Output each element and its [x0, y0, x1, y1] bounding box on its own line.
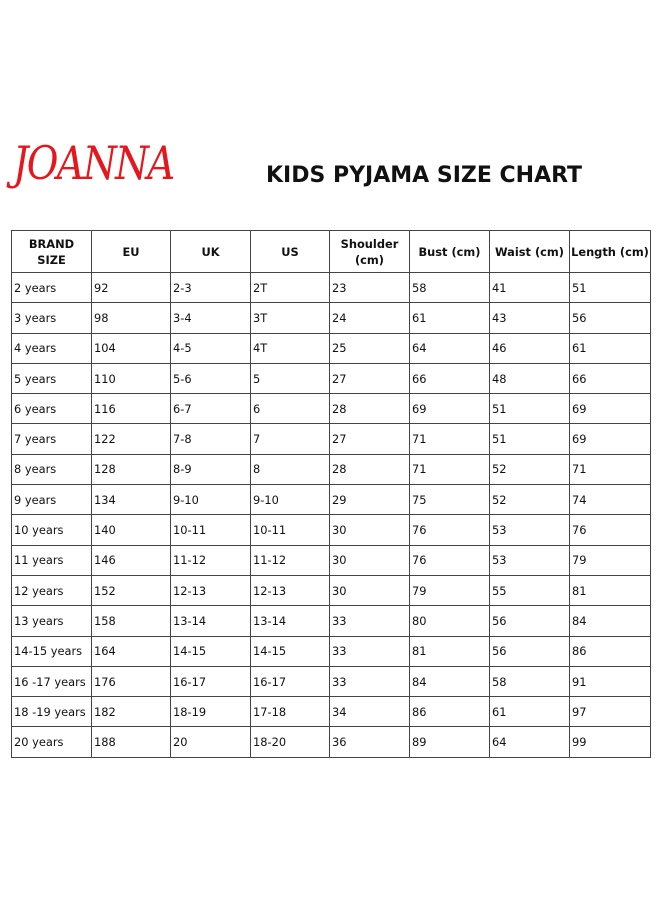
- table-header-row: [12, 231, 651, 273]
- cell-eu: 134: [92, 485, 171, 515]
- cell-shoulder: 28: [330, 454, 410, 484]
- cell-brand-size: 12 years: [12, 575, 92, 605]
- cell-shoulder: 33: [330, 666, 410, 696]
- table-row: [12, 606, 651, 636]
- cell-bust: 76: [410, 515, 490, 545]
- cell-us: 16-17: [251, 666, 330, 696]
- cell-waist: 48: [490, 363, 570, 393]
- cell-bust: 66: [410, 363, 490, 393]
- cell-uk: 13-14: [171, 606, 251, 636]
- brand-logo: JOANNA: [13, 136, 174, 190]
- cell-shoulder: 36: [330, 727, 410, 757]
- cell-us: 6: [251, 394, 330, 424]
- cell-brand-size: 20 years: [12, 727, 92, 757]
- table-row: [12, 485, 651, 515]
- cell-length: 69: [570, 424, 651, 454]
- table-row: [12, 394, 651, 424]
- cell-waist: 52: [490, 485, 570, 515]
- cell-bust: 61: [410, 303, 490, 333]
- cell-uk: 12-13: [171, 575, 251, 605]
- cell-us: 13-14: [251, 606, 330, 636]
- size-chart-table: [11, 230, 651, 758]
- cell-length: 56: [570, 303, 651, 333]
- cell-length: 91: [570, 666, 651, 696]
- cell-length: 81: [570, 575, 651, 605]
- cell-us: 11-12: [251, 545, 330, 575]
- cell-uk: 2-3: [171, 273, 251, 303]
- cell-eu: 110: [92, 363, 171, 393]
- cell-brand-size: 3 years: [12, 303, 92, 333]
- cell-uk: 18-19: [171, 697, 251, 727]
- cell-waist: 53: [490, 545, 570, 575]
- cell-waist: 52: [490, 454, 570, 484]
- cell-length: 71: [570, 454, 651, 484]
- cell-brand-size: 8 years: [12, 454, 92, 484]
- cell-brand-size: 18 -19 years: [12, 697, 92, 727]
- cell-bust: 89: [410, 727, 490, 757]
- cell-bust: 86: [410, 697, 490, 727]
- cell-waist: 58: [490, 666, 570, 696]
- cell-shoulder: 29: [330, 485, 410, 515]
- cell-bust: 69: [410, 394, 490, 424]
- cell-brand-size: 13 years: [12, 606, 92, 636]
- cell-us: 17-18: [251, 697, 330, 727]
- cell-shoulder: 34: [330, 697, 410, 727]
- cell-length: 97: [570, 697, 651, 727]
- cell-shoulder: 27: [330, 363, 410, 393]
- table-row: [12, 545, 651, 575]
- cell-bust: 81: [410, 636, 490, 666]
- cell-brand-size: 7 years: [12, 424, 92, 454]
- table-row: [12, 303, 651, 333]
- cell-length: 74: [570, 485, 651, 515]
- cell-brand-size: 11 years: [12, 545, 92, 575]
- cell-us: 5: [251, 363, 330, 393]
- header-waist: Waist (cm): [490, 231, 570, 273]
- cell-shoulder: 23: [330, 273, 410, 303]
- table-row: [12, 727, 651, 757]
- cell-eu: 182: [92, 697, 171, 727]
- cell-uk: 3-4: [171, 303, 251, 333]
- table-row: [12, 424, 651, 454]
- cell-waist: 53: [490, 515, 570, 545]
- cell-shoulder: 25: [330, 333, 410, 363]
- cell-uk: 16-17: [171, 666, 251, 696]
- cell-us: 8: [251, 454, 330, 484]
- cell-brand-size: 4 years: [12, 333, 92, 363]
- cell-us: 10-11: [251, 515, 330, 545]
- table-row: [12, 575, 651, 605]
- cell-eu: 92: [92, 273, 171, 303]
- cell-bust: 79: [410, 575, 490, 605]
- cell-bust: 75: [410, 485, 490, 515]
- cell-eu: 146: [92, 545, 171, 575]
- cell-bust: 84: [410, 666, 490, 696]
- cell-length: 69: [570, 394, 651, 424]
- cell-eu: 152: [92, 575, 171, 605]
- cell-brand-size: 16 -17 years: [12, 666, 92, 696]
- cell-bust: 76: [410, 545, 490, 575]
- cell-us: 9-10: [251, 485, 330, 515]
- cell-shoulder: 27: [330, 424, 410, 454]
- cell-us: 12-13: [251, 575, 330, 605]
- table-row: [12, 666, 651, 696]
- cell-shoulder: 28: [330, 394, 410, 424]
- cell-shoulder: 33: [330, 606, 410, 636]
- cell-length: 76: [570, 515, 651, 545]
- cell-waist: 46: [490, 333, 570, 363]
- cell-uk: 7-8: [171, 424, 251, 454]
- cell-uk: 5-6: [171, 363, 251, 393]
- cell-shoulder: 33: [330, 636, 410, 666]
- cell-uk: 6-7: [171, 394, 251, 424]
- cell-uk: 11-12: [171, 545, 251, 575]
- cell-us: 7: [251, 424, 330, 454]
- cell-waist: 61: [490, 697, 570, 727]
- cell-bust: 64: [410, 333, 490, 363]
- cell-uk: 20: [171, 727, 251, 757]
- cell-bust: 58: [410, 273, 490, 303]
- table-row: [12, 363, 651, 393]
- cell-shoulder: 30: [330, 545, 410, 575]
- cell-uk: 8-9: [171, 454, 251, 484]
- page-title: KIDS PYJAMA SIZE CHART: [266, 163, 583, 188]
- cell-eu: 176: [92, 666, 171, 696]
- header-shoulder: Shoulder (cm): [330, 231, 410, 273]
- header-bust: Bust (cm): [410, 231, 490, 273]
- cell-brand-size: 6 years: [12, 394, 92, 424]
- table-row: [12, 515, 651, 545]
- cell-shoulder: 30: [330, 515, 410, 545]
- cell-brand-size: 2 years: [12, 273, 92, 303]
- cell-waist: 56: [490, 606, 570, 636]
- header-length: Length (cm): [570, 231, 651, 273]
- cell-us: 14-15: [251, 636, 330, 666]
- cell-waist: 56: [490, 636, 570, 666]
- cell-length: 84: [570, 606, 651, 636]
- cell-us: 3T: [251, 303, 330, 333]
- cell-eu: 140: [92, 515, 171, 545]
- cell-us: 4T: [251, 333, 330, 363]
- cell-uk: 10-11: [171, 515, 251, 545]
- cell-waist: 51: [490, 424, 570, 454]
- cell-eu: 104: [92, 333, 171, 363]
- cell-eu: 164: [92, 636, 171, 666]
- cell-eu: 122: [92, 424, 171, 454]
- table-row: [12, 333, 651, 363]
- header-us: US: [251, 231, 330, 273]
- cell-brand-size: 10 years: [12, 515, 92, 545]
- cell-bust: 71: [410, 454, 490, 484]
- cell-eu: 158: [92, 606, 171, 636]
- cell-shoulder: 24: [330, 303, 410, 333]
- cell-uk: 4-5: [171, 333, 251, 363]
- cell-waist: 55: [490, 575, 570, 605]
- table-row: [12, 636, 651, 666]
- header-uk: UK: [171, 231, 251, 273]
- cell-length: 99: [570, 727, 651, 757]
- table-row: [12, 454, 651, 484]
- cell-waist: 51: [490, 394, 570, 424]
- cell-us: 18-20: [251, 727, 330, 757]
- cell-length: 79: [570, 545, 651, 575]
- cell-brand-size: 5 years: [12, 363, 92, 393]
- header-eu: EU: [92, 231, 171, 273]
- cell-waist: 43: [490, 303, 570, 333]
- cell-length: 86: [570, 636, 651, 666]
- cell-eu: 188: [92, 727, 171, 757]
- cell-uk: 9-10: [171, 485, 251, 515]
- header-brand-size: BRAND SIZE: [12, 231, 92, 273]
- cell-shoulder: 30: [330, 575, 410, 605]
- cell-eu: 98: [92, 303, 171, 333]
- table-row: [12, 273, 651, 303]
- cell-bust: 71: [410, 424, 490, 454]
- cell-us: 2T: [251, 273, 330, 303]
- cell-eu: 116: [92, 394, 171, 424]
- cell-uk: 14-15: [171, 636, 251, 666]
- cell-waist: 41: [490, 273, 570, 303]
- cell-waist: 64: [490, 727, 570, 757]
- cell-length: 66: [570, 363, 651, 393]
- cell-eu: 128: [92, 454, 171, 484]
- cell-length: 51: [570, 273, 651, 303]
- cell-brand-size: 9 years: [12, 485, 92, 515]
- cell-bust: 80: [410, 606, 490, 636]
- table-row: [12, 697, 651, 727]
- cell-brand-size: 14-15 years: [12, 636, 92, 666]
- cell-length: 61: [570, 333, 651, 363]
